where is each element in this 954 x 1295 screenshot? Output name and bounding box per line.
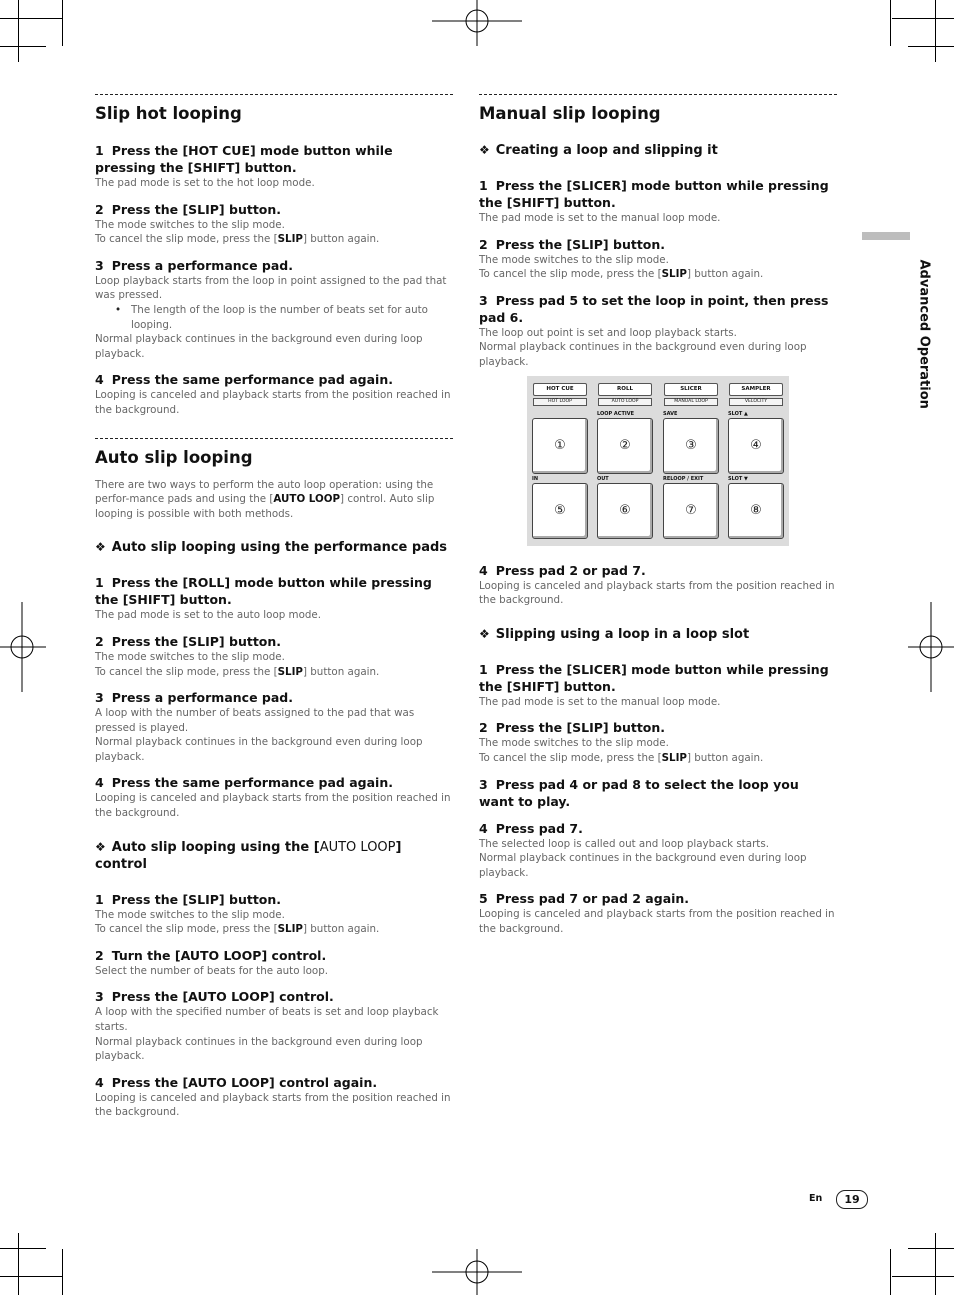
section-divider [479,94,837,95]
step-1: 1 Press the [SLICER] mode button while pressing the [SHIFT] button. The pad mode is set to the manual loop mode. [479,178,829,224]
side-tab-bar [862,232,910,240]
hot-cue-mode-button: HOT CUE [533,383,587,396]
step-4: 4 Press pad 2 or pad 7. Looping is canceled and playback starts from the position reached in the background. [479,562,835,607]
crop-mark [935,1233,936,1295]
step-1: 1 Press the [SLICER] mode button while pressing the [SHIFT] button. The pad mode is set to the manual loop mode. [479,661,829,708]
crop-mark [908,46,954,47]
step-3: 3 Press the [AUTO LOOP] control. A loop with the specified number of beats is set and loop playback starts. Normal playback continues in the background even during loop playback. [95,989,439,1063]
crop-mark [0,1276,62,1277]
step-3: 3 Press pad 4 or pad 8 to select the loop you want to play. [479,776,799,809]
crop-mark [892,18,954,19]
crop-mark [0,1248,46,1249]
crop-mark [935,0,936,62]
subsection-title: ❖ Creating a loop and slipping it [479,143,718,158]
section-divider [95,94,453,95]
save-label: SAVE [663,410,678,417]
loop-active-label: LOOP ACTIVE [597,410,635,417]
crop-mark [62,0,63,46]
step-2: 2 Press the [SLIP] button. The mode switches to the slip mode. To cancel the slip mode, press the [SLIP] button again. [479,236,764,281]
crop-mark [908,1248,954,1249]
pad-8: ⑧ [728,483,784,539]
registration-mark-bottom [432,1249,522,1295]
pad-5: ⑤ [532,483,588,539]
reloop-exit-label: RELOOP / EXIT [663,475,704,482]
section-title-slip-hot-looping: Slip hot looping [95,104,242,123]
subsection-title: ❖ Slipping using a loop in a loop slot [479,626,750,642]
roll-mode-button: ROLL [598,383,652,396]
pad-6: ⑥ [597,483,653,539]
pad-7: ⑦ [663,483,719,539]
step-1: 1 Press the [ROLL] mode button while pressing the [SHIFT] button. The pad mode is set to the auto loop mode. [95,575,432,622]
step-3: 3 Press a performance pad. A loop with the number of beats assigned to the pad that was pressed is played. Normal playback continues in the background even during loop playback. [95,690,423,763]
language-label: En [809,1193,823,1204]
crop-mark [890,1249,891,1295]
section-divider [95,438,453,439]
step-1: 1 Press the [SLIP] button. The mode switches to the slip mode. To cancel the slip mode, press the [SLIP] button again. [95,891,380,936]
pad-3: ③ [663,418,719,474]
step-3: 3 Press a performance pad. Loop playback starts from the loop in point assigned to the pad that was pressed. • The length of the loop is the number of beats set for auto looping. Normal playback continues in the background even during loop playback. [95,257,453,362]
crop-mark [892,1276,954,1277]
hot-loop-label: HOT LOOP [533,398,587,406]
crop-mark [62,1249,63,1295]
registration-mark-left [0,602,46,692]
side-tab [862,232,932,409]
performance-pad-panel [527,376,789,546]
step-4: 4 Press pad 7. The selected loop is called out and loop playback starts. Normal playback continues in the background even during loop playback. [479,820,807,879]
crop-mark [890,0,891,46]
slot-down-label: SLOT ▼ [728,475,748,482]
left-column [95,94,453,1120]
step-2: 2 Press the [SLIP] button. The mode switches to the slip mode. To cancel the slip mode, press the [SLIP] button again. [95,633,380,678]
in-label: IN [532,475,539,482]
pad-1: ① [532,418,588,474]
sampler-mode-button: SAMPLER [729,383,783,396]
auto-loop-label: AUTO LOOP [598,398,652,406]
crop-mark [18,0,19,62]
registration-mark-top [432,0,522,46]
crop-mark [0,18,62,19]
subsection-title: ❖ Auto slip looping using the [AUTO LOOP] control [95,839,402,872]
out-label: OUT [597,475,609,482]
step-2: 2 Press the [SLIP] button. The mode switches to the slip mode. To cancel the slip mode, press the [SLIP] button again. [95,201,380,246]
step-1: 1 Press the [HOT CUE] mode button while pressing the [SHIFT] button. The pad mode is set to the hot loop mode. [95,143,393,189]
crop-mark [18,1233,19,1295]
manual-loop-label: MANUAL LOOP [664,398,718,406]
step-5: 5 Press pad 7 or pad 2 again. Looping is canceled and playback starts from the position reached in the background. [479,891,835,935]
slicer-mode-button: SLICER [664,383,718,396]
crop-mark [0,46,46,47]
pad-2: ② [597,418,653,474]
step-4: 4 Press the same performance pad again. Looping is canceled and playback starts from the position reached in the background. [95,372,451,416]
page-number: 19 [836,1190,868,1209]
step-4: 4 Press the same performance pad again. Looping is canceled and playback starts from the position reached in the background. [95,775,451,820]
pad-4: ④ [728,418,784,474]
side-tab-label: Advanced Operation [916,259,932,409]
step-4: 4 Press the [AUTO LOOP] control again. Looping is canceled and playback starts from the position reached in the background. [95,1074,451,1119]
step-2: 2 Turn the [AUTO LOOP] control. Select the number of beats for the auto loop. [95,947,329,977]
right-column [479,94,837,937]
section-title-auto-slip-looping: Auto slip looping [95,447,253,467]
step-3: 3 Press pad 5 to set the loop in point, then press pad 6. The loop out point is set and loop playback starts. Normal playback continues in the background even during loop playback. [479,292,829,368]
velocity-label: VELOCITY [729,398,783,406]
step-2: 2 Press the [SLIP] button. The mode switches to the slip mode. To cancel the slip mode, press the [SLIP] button again. [479,720,764,764]
registration-mark-right [908,602,954,692]
slot-up-label: SLOT ▲ [728,410,748,417]
subsection-title: ❖ Auto slip looping using the performance pads [95,540,448,556]
section-title-manual-slip-looping: Manual slip looping [479,104,661,123]
intro-text: There are two ways to perform the auto loop operation: using the perfor-mance pads and using the [AUTO LOOP] control. Auto slip looping is possible with both methods. [95,478,435,520]
